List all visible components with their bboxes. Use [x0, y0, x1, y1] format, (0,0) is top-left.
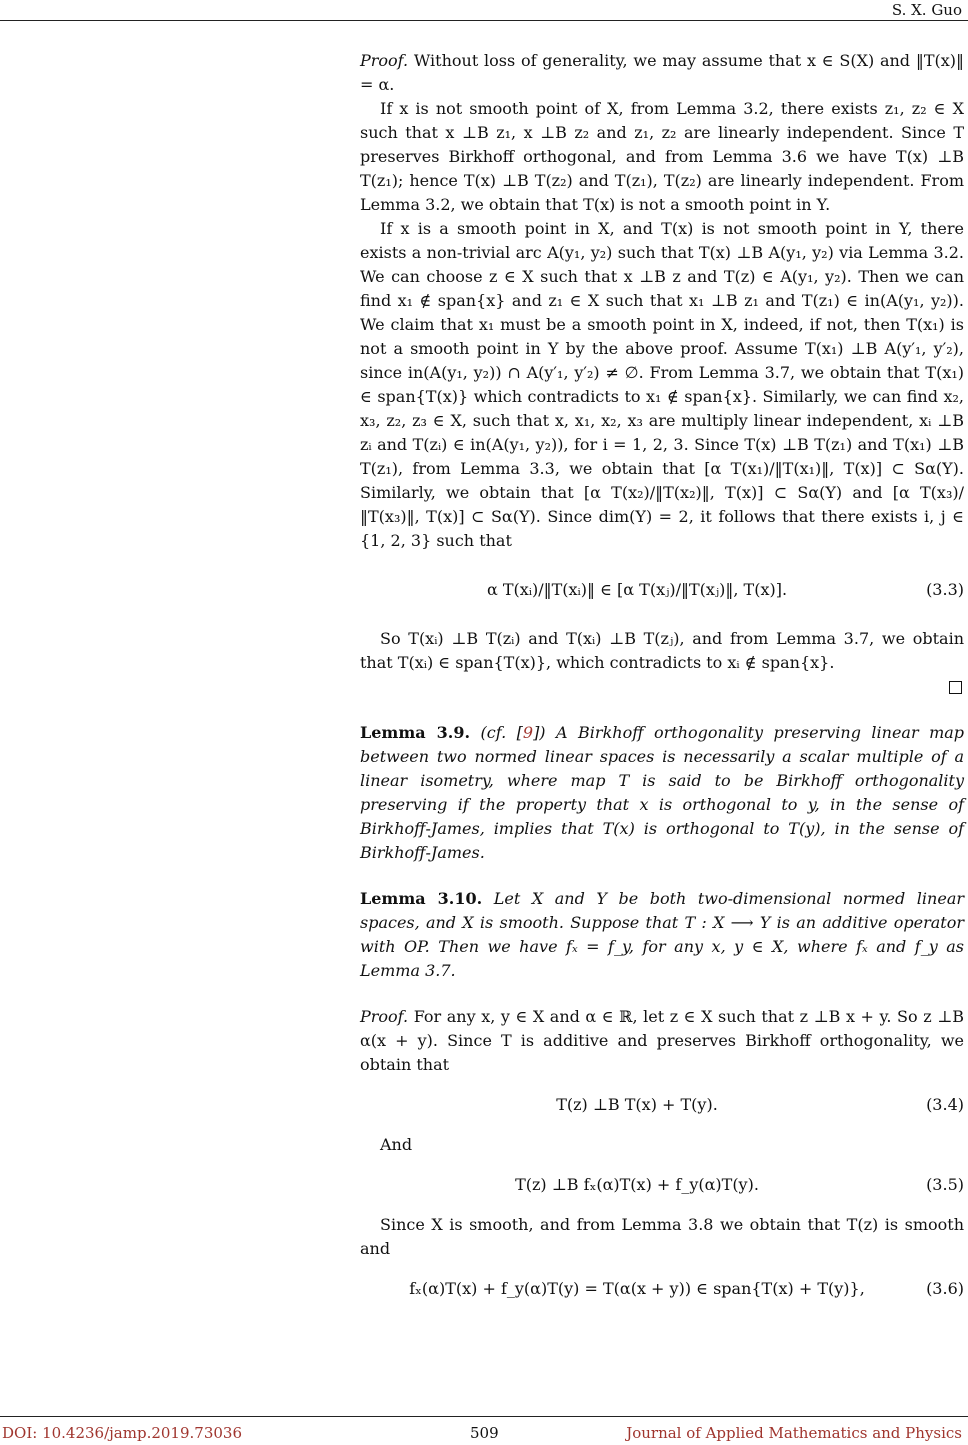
footer-page-number: 509 [470, 1424, 499, 1442]
equation-3-4-number: (3.4) [926, 1095, 964, 1114]
lemma-3-9-text: ]) A Birkhoff orthogonality preserving linear map between two normed linear spaces is necessarily a scalar multiple of a linear isometry, where map T is said to be Birkhoff orthogonality preserving if the property that x is orthogonal to y, in the sense of Birkhoff-James, implies that T(x) is orthogonal to T(y), in the sense of Birkhoff-James. [360, 723, 965, 862]
citation-link[interactable]: 9 [522, 723, 534, 742]
equation-3-6-number: (3.6) [926, 1279, 964, 1298]
paragraph-nonsmooth-case: If x is not smooth point of X, from Lemma 3.2, there exists z₁, z₂ ∈ X such that x ⊥B z₁, x ⊥B z₂ and z₁, z₂ are linearly independent. Since T preserves Birkhoff orthogonal, and from Lemma 3.6 we have T(x) ⊥B T(z₁); hence T(x) ⊥B T(z₂) and T(z₁), T(z₂) are linearly independent. From Lemma 3.2, we obtain that T(x) is not a smooth point in Y. [360, 99, 964, 214]
qed-square-icon [949, 681, 962, 694]
lemma-3-9-cite-open: (cf. [ [480, 723, 523, 742]
lemma-3-9 [360, 721, 964, 865]
proof-label: Proof. [360, 1007, 409, 1026]
paragraph-and: And [380, 1135, 413, 1154]
equation-3-6 [360, 1269, 964, 1309]
equation-3-5 [360, 1165, 964, 1205]
lemma-3-9-label: Lemma 3.9. [360, 723, 471, 742]
header-rule [0, 20, 968, 21]
proof-paragraph-2 [360, 1005, 964, 1077]
paragraph-conclusion: So T(xᵢ) ⊥B T(zᵢ) and T(xᵢ) ⊥B T(zⱼ), and from Lemma 3.7, we obtain that T(xᵢ) ∈ span{T(x)}, which contradicts to xᵢ ∉ span{x}. [360, 629, 964, 672]
equation-3-3-number: (3.3) [926, 580, 964, 599]
equation-3-3 [360, 561, 964, 619]
proof-text: Without loss of generality, we may assume that x ∈ S(X) and ‖T(x)‖ = α. [360, 51, 964, 94]
equation-3-3-body: α T(xᵢ)/‖T(xᵢ)‖ ∈ [α T(xⱼ)/‖T(xⱼ)‖, T(x)]. [486, 580, 788, 599]
proof-paragraph-1 [360, 49, 964, 97]
footer-journal-link[interactable]: Journal of Applied Mathematics and Physics [626, 1424, 962, 1442]
paragraph-smooth-case: If x is a smooth point in X, and T(x) is not smooth point in Y, there exists a non-trivial arc A(y₁, y₂) such that T(x) ⊥B A(y₁, y₂) via Lemma 3.2. We can choose z ∈ X such that x ⊥B z and T(z) ∈ A(y₁, y₂). Then we can find x₁ ∉ span{x} and z₁ ∈ X such that x₁ ⊥B z₁ and T(z₁) ∈ in(A(y₁, y₂)). We claim that x₁ must be a smooth point in X, indeed, if not, then T(x₁) is not a smooth point in Y by the above proof. Assume T(x₁) ⊥B A(y′₁, y′₂), since in(A(y₁, y₂)) ∩ A(y′₁, y′₂) ≠ ∅. From Lemma 3.7, we obtain that T(x₁) ∈ span{T(x)} which contradicts to x₁ ∉ span{x}. Similarly, we can find x₂, x₃, z₂, z₃ ∈ X, such that x, x₁, x₂, x₃ are multiply linear independent, xᵢ ⊥B zᵢ and T(zᵢ) ∈ in(A(y₁, y₂)), for i = 1, 2, 3. Since T(x) ⊥B T(z₁) and T(x₁) ⊥B T(z₁), from Lemma 3.3, we obtain that [α T(x₁)/‖T(x₁)‖, T(x)] ⊂ Sα(Y). Similarly, we obtain that [α T(x₂)/‖T(x₂)‖, T(x)] ⊂ Sα(Y) and [α T(x₃)/‖T(x₃)‖, T(x)] ⊂ Sα(Y). Since dim(Y) = 2, it follows that there exists i, j ∈ {1, 2, 3} such that [360, 219, 964, 550]
paragraph-smooth-lemma-3-8: Since X is smooth, and from Lemma 3.8 we obtain that T(z) is smooth and [360, 1215, 964, 1258]
footer-rule [0, 1416, 968, 1417]
equation-3-6-body: fₓ(α)T(x) + f_y(α)T(y) = T(α(x + y)) ∈ span{T(x) + T(y)}, [409, 1279, 865, 1298]
page-body [360, 49, 964, 1317]
proof-label: Proof. [360, 51, 409, 70]
equation-3-4 [360, 1085, 964, 1125]
qed-row [360, 675, 964, 699]
running-header-author: S. X. Guo [891, 1, 962, 19]
footer-doi-link[interactable]: DOI: 10.4236/jamp.2019.73036 [2, 1424, 242, 1442]
equation-3-4-body: T(z) ⊥B T(x) + T(y). [556, 1095, 718, 1114]
equation-3-5-number: (3.5) [926, 1175, 964, 1194]
equation-3-5-body: T(z) ⊥B fₓ(α)T(x) + f_y(α)T(y). [515, 1175, 759, 1194]
lemma-3-10 [360, 887, 964, 983]
lemma-3-10-text: Let X and Y be both two-dimensional normed linear spaces, and X is smooth. Suppose that T : X ⟶ Y is an additive operator with OP. Then we have fₓ = f_y, for any x, y ∈ X, where fₓ and f_y as Lemma 3.7. [360, 889, 965, 980]
lemma-3-10-label: Lemma 3.10. [360, 889, 483, 908]
proof-text: For any x, y ∈ X and α ∈ ℝ, let z ∈ X such that z ⊥B x + y. So z ⊥B α(x + y). Since T is additive and preserves Birkhoff orthogonality, we obtain that [360, 1007, 964, 1074]
